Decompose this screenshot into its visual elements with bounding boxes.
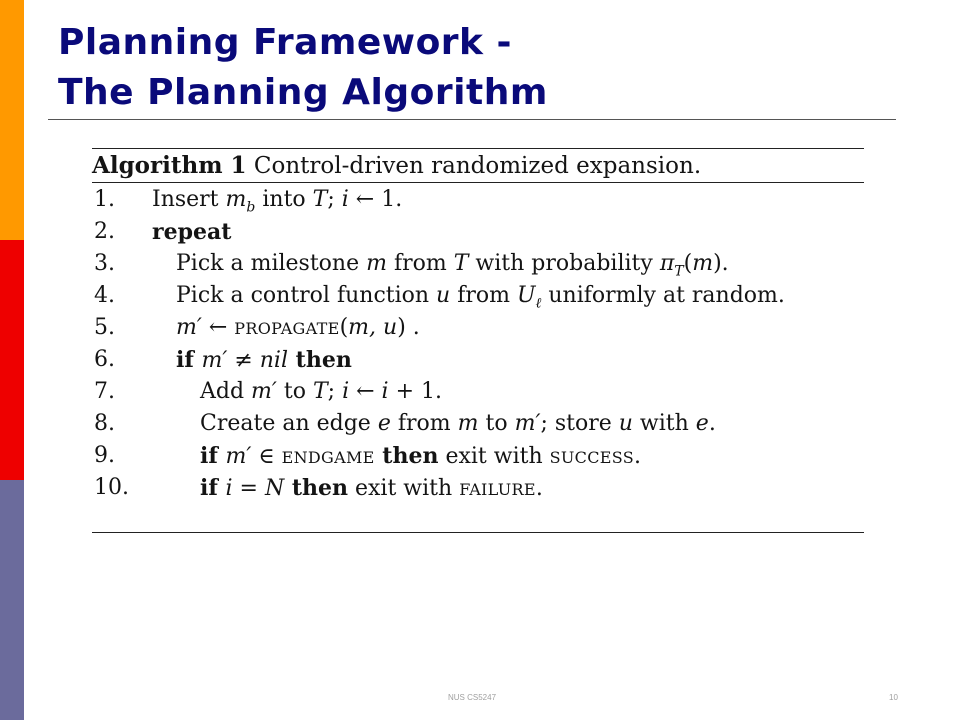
step-token: ENDGAME xyxy=(281,448,375,467)
step-text xyxy=(200,472,543,506)
step-token: m xyxy=(457,411,479,436)
step-token: T xyxy=(453,251,469,276)
step-token: . xyxy=(708,411,716,436)
algorithm-box xyxy=(92,148,864,534)
step-token: . xyxy=(535,476,543,501)
algorithm-step xyxy=(92,376,864,408)
slide-title-line-2: The Planning Algorithm xyxy=(58,72,548,113)
step-text xyxy=(200,376,442,408)
step-token: e xyxy=(695,411,709,436)
step-token: ) . xyxy=(397,315,420,340)
step-token: ← xyxy=(349,379,382,404)
algorithm-step xyxy=(92,312,864,344)
algorithm-header-rule xyxy=(92,182,864,183)
step-number: 9. xyxy=(94,443,115,468)
step-token: with xyxy=(632,411,696,436)
slide-title-line-1: Planning Framework - xyxy=(58,22,512,63)
step-token: FAILURE xyxy=(459,480,536,499)
step-token: m′ xyxy=(225,444,252,469)
step-text xyxy=(200,440,641,474)
algorithm-step xyxy=(92,472,864,504)
footer-course: NUS CS5247 xyxy=(448,693,497,702)
step-token: Create an edge xyxy=(200,411,378,436)
step-token: u xyxy=(618,411,633,436)
step-token: then xyxy=(284,475,349,501)
step-token: m xyxy=(692,251,714,276)
step-token: m′ xyxy=(176,315,202,340)
step-number: 4. xyxy=(94,283,115,308)
step-token: + 1. xyxy=(388,379,443,404)
step-token: SUCCESS xyxy=(549,448,634,467)
step-token: exit with xyxy=(438,444,550,469)
algorithm-header xyxy=(92,152,701,180)
step-token: T xyxy=(312,379,328,404)
step-number: 7. xyxy=(94,379,115,404)
slide-title xyxy=(58,18,548,118)
step-token: nil xyxy=(259,348,289,373)
step-token: m′ xyxy=(251,379,277,404)
algorithm-top-rule xyxy=(92,148,864,149)
algorithm-bottom-rule xyxy=(92,532,864,533)
step-token: T xyxy=(674,263,684,280)
step-token: to xyxy=(478,411,515,436)
step-token: b xyxy=(246,199,256,216)
step-token: i xyxy=(381,379,389,404)
step-token: e xyxy=(377,411,391,436)
step-text xyxy=(176,312,420,345)
step-token: = xyxy=(232,476,265,501)
step-token: ← xyxy=(201,315,235,340)
step-text: repeat xyxy=(152,219,232,245)
step-token: if xyxy=(176,347,202,373)
step-token: i xyxy=(341,187,349,212)
step-token: ← 1. xyxy=(348,187,403,212)
step-token: N xyxy=(264,476,285,501)
step-token: m′ xyxy=(514,411,541,436)
step-token: m xyxy=(225,187,247,212)
step-number: 8. xyxy=(94,411,115,436)
step-token: into xyxy=(255,187,313,212)
algorithm-step xyxy=(92,440,864,472)
accent-bar-orange xyxy=(0,0,24,240)
step-number: 5. xyxy=(94,315,115,340)
algorithm-step xyxy=(92,408,864,440)
step-text xyxy=(176,344,352,377)
step-token: Pick a milestone xyxy=(176,251,367,276)
step-token: ; xyxy=(327,379,343,404)
step-number: 10. xyxy=(94,475,129,500)
step-token: uniformly at random. xyxy=(541,283,785,308)
step-text xyxy=(200,408,716,440)
step-token: u xyxy=(436,283,451,308)
step-token: T xyxy=(312,187,328,212)
step-token: exit with xyxy=(348,476,460,501)
step-token: then xyxy=(374,443,439,469)
step-token: U xyxy=(516,283,536,308)
step-token: ℓ xyxy=(535,295,542,312)
step-token: from xyxy=(450,283,517,308)
algorithm-step xyxy=(92,248,864,280)
algorithm-step xyxy=(92,184,864,216)
accent-bar-red xyxy=(0,240,24,480)
step-token: from xyxy=(386,251,454,276)
step-token: if xyxy=(200,443,226,469)
step-token: i xyxy=(225,476,233,501)
step-token: i xyxy=(342,379,350,404)
step-token: . xyxy=(633,444,641,469)
step-number: 6. xyxy=(94,347,115,372)
step-token: m xyxy=(366,251,387,276)
algorithm-step xyxy=(92,344,864,376)
step-number: 1. xyxy=(94,187,115,212)
step-token: then xyxy=(288,347,352,373)
step-token: if xyxy=(200,475,226,501)
step-token: from xyxy=(390,411,458,436)
step-token: π xyxy=(659,251,675,276)
step-token: Pick a control function xyxy=(176,283,437,308)
step-token: Add xyxy=(200,379,252,404)
step-token: m, u xyxy=(348,315,398,340)
step-number: 3. xyxy=(94,251,115,276)
step-token: ). xyxy=(713,251,729,276)
step-token: to xyxy=(276,379,313,404)
step-number: 2. xyxy=(94,219,115,244)
step-token: Insert xyxy=(152,187,226,212)
algorithm-step xyxy=(92,216,864,248)
step-token: ≠ xyxy=(227,348,260,373)
step-token: ( xyxy=(683,251,693,276)
step-token: with probability xyxy=(468,251,660,276)
step-token: ; store xyxy=(540,411,619,436)
algorithm-label: Algorithm 1 xyxy=(92,152,247,179)
step-token: PROPAGATE xyxy=(234,319,340,338)
algorithm-step xyxy=(92,280,864,312)
step-token: ; xyxy=(327,187,342,212)
accent-bar-slate xyxy=(0,480,24,720)
step-token: ∈ xyxy=(251,444,282,469)
step-token: m′ xyxy=(201,348,228,373)
title-divider xyxy=(48,119,896,120)
step-token: ( xyxy=(339,315,349,340)
footer-page-number: 10 xyxy=(889,693,898,702)
algorithm-caption: Control-driven randomized expansion. xyxy=(253,153,702,179)
